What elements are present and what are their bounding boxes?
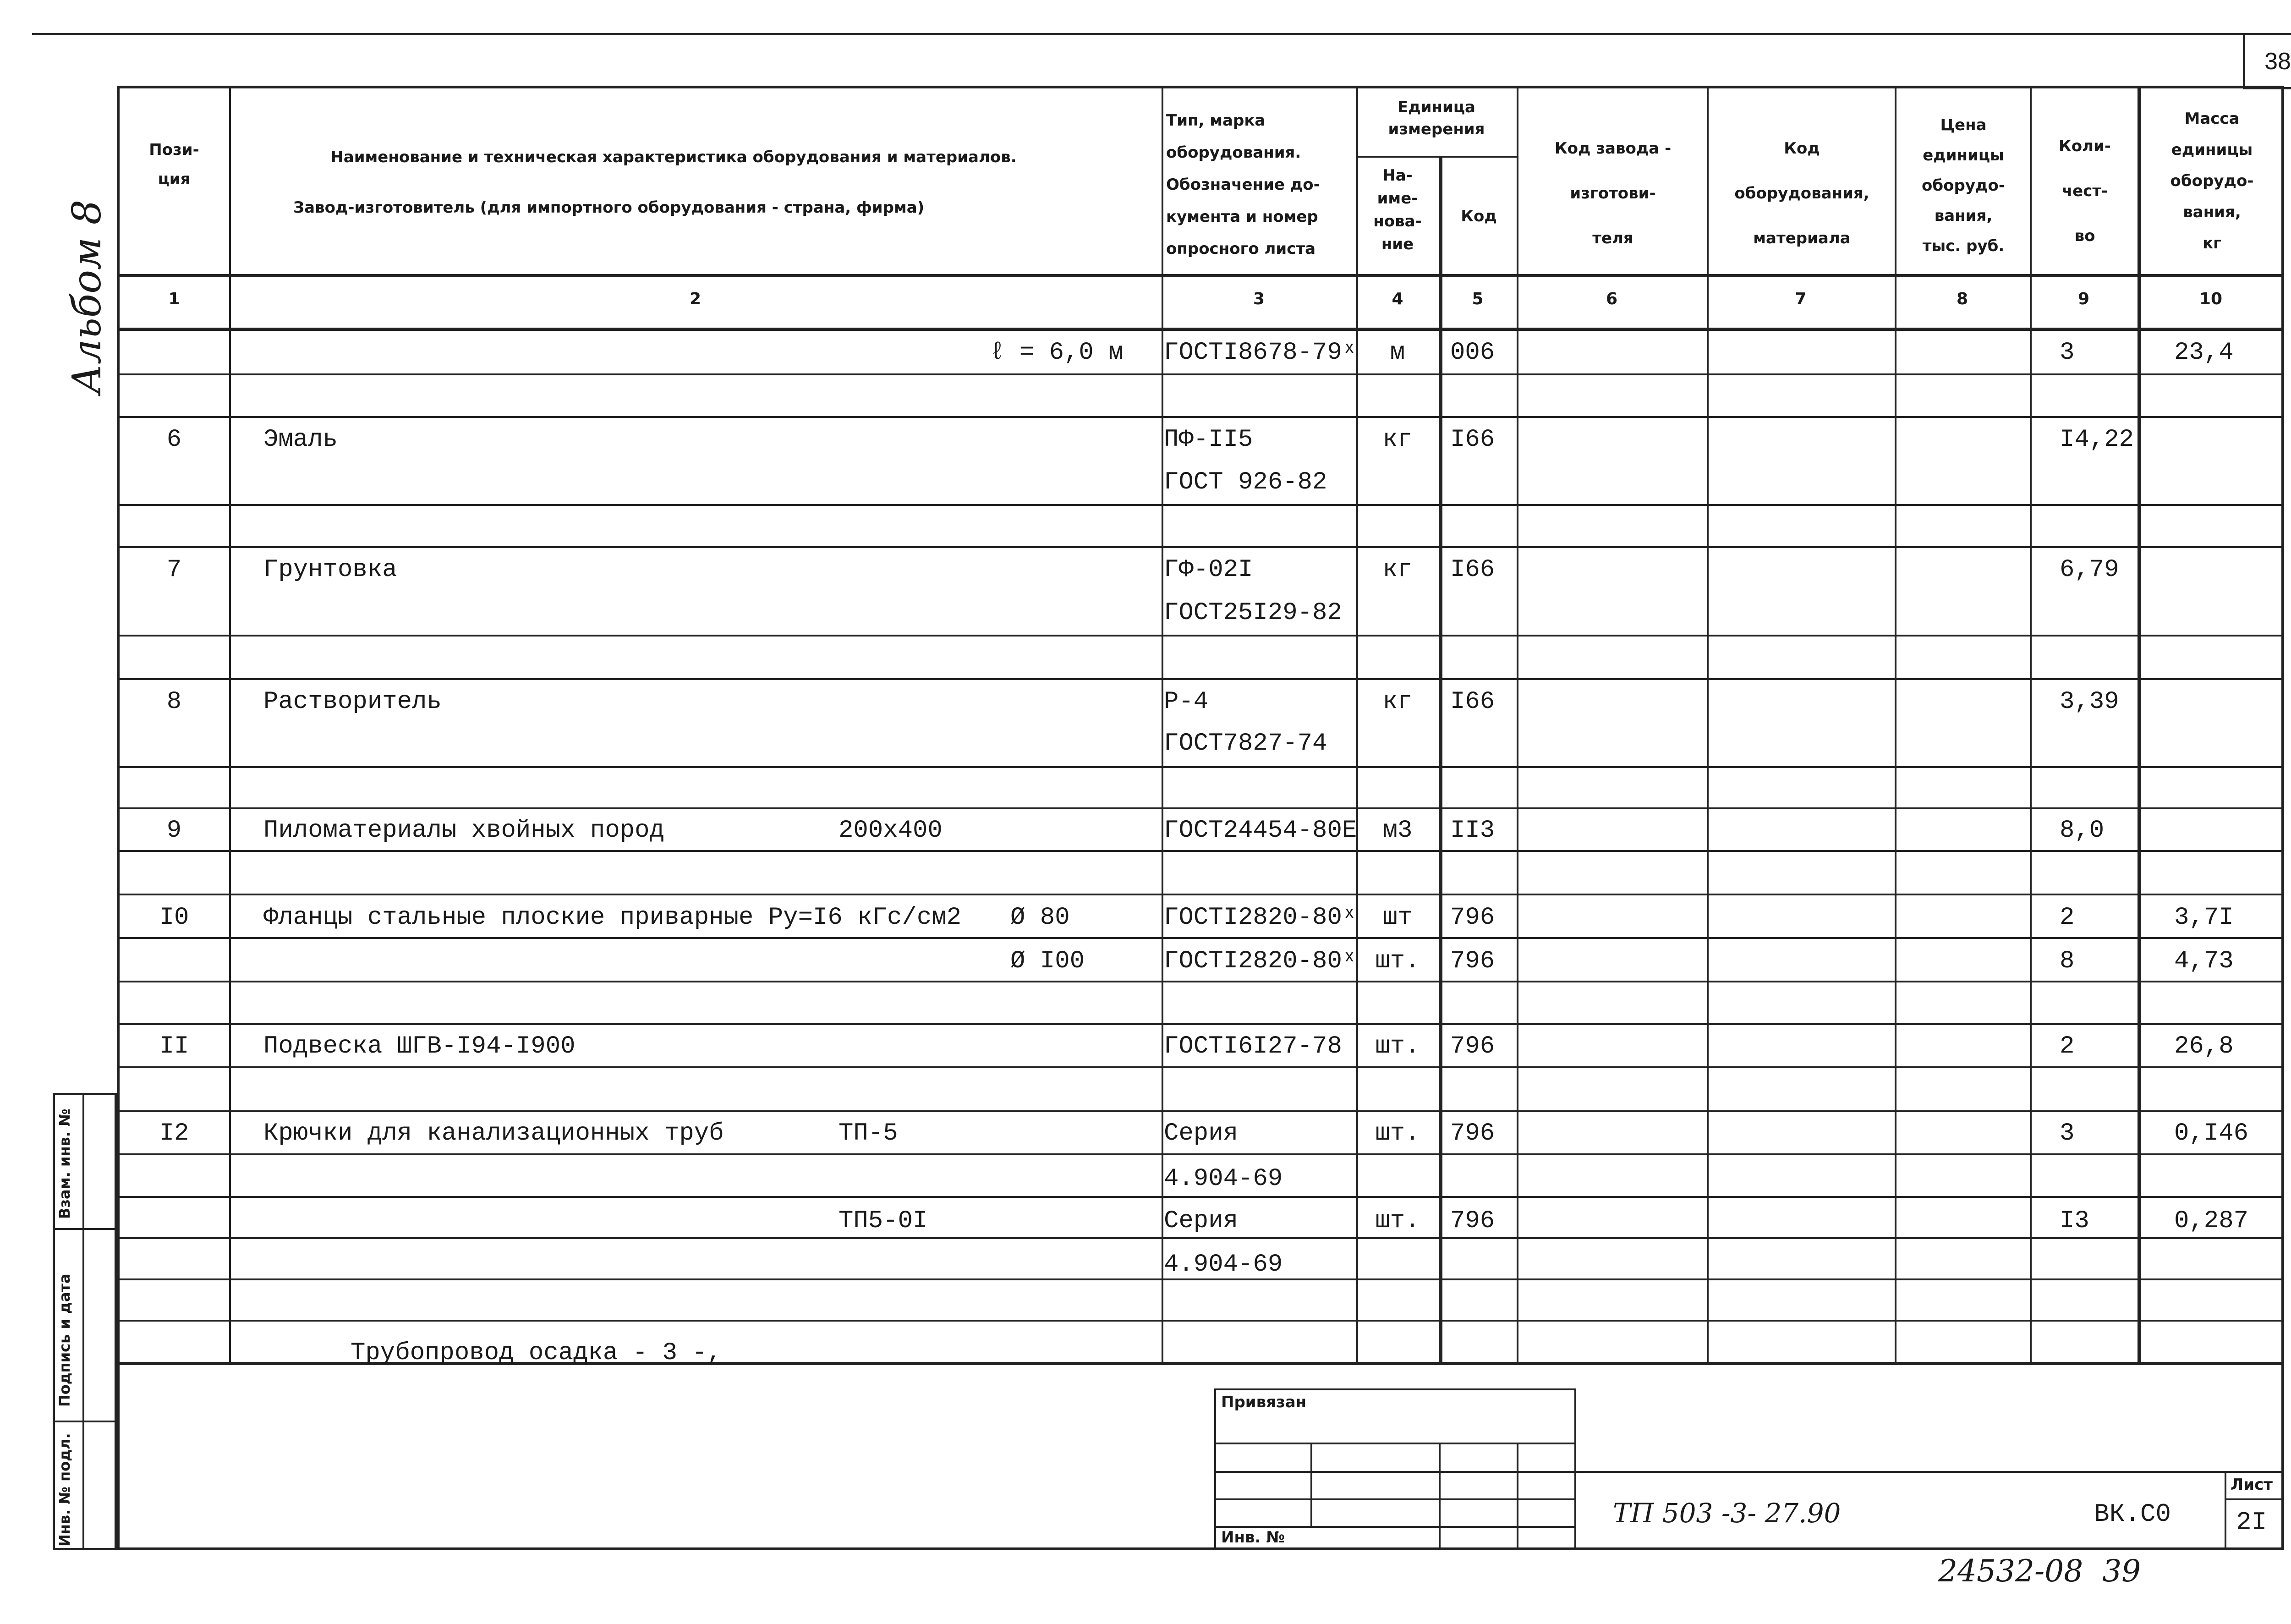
cell-extra: ТП-5: [839, 1119, 898, 1147]
row-separator: [117, 1066, 2284, 1068]
cell-quantity: 8,0: [2060, 817, 2105, 845]
row-separator: [117, 635, 2284, 636]
header-col9: Коли- чест- во: [2059, 137, 2111, 245]
cell-quantity: I3: [2060, 1207, 2089, 1235]
row-separator: [117, 373, 2284, 375]
top-rule: [32, 33, 2291, 35]
row-separator: [117, 937, 2284, 939]
cell-code: 796: [1450, 1119, 1495, 1147]
cell-extra: Ø 80: [1010, 904, 1070, 932]
header-col6: Код завода - изготови- теля: [1554, 139, 1672, 247]
header-col7: Код оборудования, материала: [1734, 139, 1869, 247]
cell-unit: м3: [1382, 817, 1413, 845]
row-separator: [117, 678, 2284, 680]
cell-position: II: [159, 1032, 189, 1060]
cell-name: Пиломатериалы хвойных пород: [263, 817, 664, 845]
header-bottom-rule: [117, 274, 2284, 277]
list-number: 2I: [2236, 1508, 2267, 1537]
colnum-10: 10: [2199, 290, 2223, 308]
header-unit: Единица измерения: [1388, 98, 1485, 138]
row-separator: [117, 504, 2284, 506]
row-separator: [117, 1023, 2284, 1025]
cell-type: ГОСТ25I29-82: [1164, 599, 1342, 627]
col-line: [1895, 86, 1896, 1362]
cell-type: ГОСТ7827-74: [1164, 730, 1327, 757]
stamp-line: [1214, 1498, 1576, 1500]
cell-type: 4.904-69: [1164, 1251, 1283, 1278]
cell-unit: шт.: [1375, 947, 1420, 975]
cell-name: Растворитель: [263, 688, 442, 716]
title-block-top: [1576, 1471, 2284, 1473]
cell-unit: шт.: [1375, 1032, 1420, 1060]
cell-quantity: 2: [2060, 1032, 2075, 1060]
cell-name: Эмаль: [263, 426, 338, 454]
colnum-1: 1: [168, 290, 180, 308]
bottom-note: 24532-08 39: [1938, 1553, 2141, 1589]
cell-unit: кг: [1382, 688, 1413, 716]
col-line: [1356, 86, 1358, 1362]
side-stamp-divider: [53, 1421, 117, 1422]
cell-mass: 0,287: [2174, 1207, 2249, 1235]
colnum-bottom-rule: [117, 328, 2284, 331]
cell-mass: 4,73: [2174, 947, 2234, 975]
colnum-7: 7: [1795, 290, 1807, 308]
row-separator: [117, 1237, 2284, 1239]
stamp-line: [1310, 1443, 1312, 1526]
cell-name: Трубопровод осадка - 3 -,: [351, 1339, 722, 1367]
cell-unit: шт.: [1375, 1119, 1420, 1147]
colnum-8: 8: [1956, 290, 1968, 308]
cell-name: Крючки для канализационных труб: [263, 1119, 724, 1147]
cell-position: 7: [166, 556, 182, 584]
list-label: Лист: [2231, 1476, 2273, 1494]
col-line: [1439, 156, 1442, 1363]
album-label: Альбом 8: [64, 199, 110, 394]
cell-mass: 0,I46: [2174, 1119, 2249, 1147]
cell-quantity: 2: [2060, 904, 2075, 932]
sheet-code: ВК.С0: [2094, 1499, 2171, 1529]
cell-name: Подвеска ШГВ-I94-I900: [263, 1032, 575, 1060]
page-number: 38: [2264, 48, 2291, 75]
side-stamp-divider: [53, 1228, 117, 1230]
col-line: [1162, 86, 1163, 1362]
cell-code: I66: [1450, 426, 1495, 454]
cell-code: 006: [1450, 339, 1495, 367]
row-separator: [117, 807, 2284, 809]
stamp-line: [1517, 1443, 1518, 1550]
colnum-3: 3: [1253, 290, 1265, 308]
doc-code: ТП 503 -3- 27.90: [1613, 1498, 1841, 1529]
cell-type: ГОСТI8678-79ˣ: [1164, 339, 1357, 367]
cell-mass: 23,4: [2174, 339, 2234, 367]
row-separator: [117, 1153, 2284, 1155]
cell-position: I0: [159, 904, 189, 932]
cell-unit: кг: [1382, 426, 1413, 454]
stamp-line: [1439, 1443, 1441, 1550]
cell-unit: м: [1390, 339, 1405, 367]
row-separator: [117, 1278, 2284, 1280]
stamp-line: [1214, 1526, 1576, 1528]
cell-unit: кг: [1382, 556, 1413, 584]
side-stamp-divider: [82, 1093, 84, 1550]
cell-position: 8: [166, 688, 182, 716]
cell-unit: шт.: [1375, 1207, 1420, 1235]
cell-quantity: 3: [2060, 339, 2075, 367]
stamp-line: [1214, 1443, 1576, 1444]
cell-code: 796: [1450, 904, 1495, 932]
row-separator: [117, 1110, 2284, 1112]
header-col5: Код: [1461, 207, 1497, 225]
row-separator: [117, 850, 2284, 852]
side-label-vzam: Взам. инв. №: [56, 1108, 73, 1219]
cell-type: Серия: [1164, 1119, 1239, 1147]
cell-type: ГОСТI6I27-78: [1164, 1032, 1342, 1060]
cell-name: Фланцы стальные плоские приварные Ру=I6 кГс/см2: [263, 904, 962, 932]
cell-type: Серия: [1164, 1207, 1239, 1235]
cell-type: 4.904-69: [1164, 1165, 1283, 1193]
col-line: [1707, 86, 1709, 1362]
header-col8: Цена единицы оборудо- вания, тыс. руб.: [1922, 116, 2005, 255]
inv-no-label: Инв. №: [1221, 1528, 1285, 1547]
header-col1: Пози- ция: [149, 141, 199, 188]
cell-extra: Ø I00: [1010, 947, 1085, 975]
row-separator: [117, 416, 2284, 418]
cell-type: ГОСТI2820-80ˣ: [1164, 947, 1357, 975]
row-separator: [117, 894, 2284, 895]
cell-type: ГФ-02I: [1164, 556, 1253, 584]
cell-quantity: 8: [2060, 947, 2075, 975]
privyazan-label: Привязан: [1221, 1393, 1307, 1411]
row-separator: [117, 1320, 2284, 1322]
cell-position: 9: [166, 817, 182, 845]
list-box-left: [2225, 1471, 2226, 1550]
cell-quantity: 3: [2060, 1119, 2075, 1147]
unit-header-split: [1356, 156, 1517, 158]
cell-quantity: 6,79: [2060, 556, 2119, 584]
col-line: [229, 86, 231, 1362]
colnum-9: 9: [2077, 290, 2090, 308]
col-line: [1517, 86, 1518, 1362]
row-separator: [117, 546, 2284, 548]
cell-mass: 3,7I: [2174, 904, 2234, 932]
header-col3: Тип, марка оборудования. Обозначение до- кумента и номер опросного листа: [1166, 111, 1320, 258]
cell-name: Грунтовка: [263, 556, 397, 584]
cell-code: I66: [1450, 556, 1495, 584]
cell-position: I2: [159, 1119, 189, 1147]
header-col4: На- име- нова- ние: [1373, 166, 1422, 253]
cell-code: 796: [1450, 1032, 1495, 1060]
side-label-podpis: Подпись и дата: [56, 1273, 73, 1407]
row-separator: [117, 981, 2284, 982]
colnum-2: 2: [689, 290, 702, 308]
colnum-4: 4: [1392, 290, 1403, 308]
cell-extra: ℓ = 6,0 м: [990, 339, 1124, 367]
list-box-divider: [2225, 1498, 2284, 1500]
row-separator: [117, 1196, 2284, 1198]
colnum-6: 6: [1606, 290, 1618, 308]
cell-code: 796: [1450, 1207, 1495, 1235]
cell-unit: шт: [1382, 904, 1413, 932]
cell-position: 6: [166, 426, 182, 454]
col-line: [2138, 86, 2141, 1362]
cell-code: II3: [1450, 817, 1495, 845]
cell-code: I66: [1450, 688, 1495, 716]
cell-extra: ТП5-0I: [839, 1207, 928, 1235]
colnum-5: 5: [1472, 290, 1484, 308]
cell-code: 796: [1450, 947, 1495, 975]
cell-quantity: 3,39: [2060, 688, 2119, 716]
cell-type: ГОСТ24454-80Е: [1164, 817, 1357, 845]
header-col10: Масса единицы оборудо- вания, кг: [2170, 110, 2254, 252]
cell-extra: 200x400: [839, 817, 943, 845]
cell-mass: 26,8: [2174, 1032, 2234, 1060]
stamp-line: [1214, 1471, 1576, 1473]
cell-type: Р-4: [1164, 688, 1209, 716]
side-label-inv: Инв. № подл.: [56, 1433, 73, 1547]
cell-quantity: I4,22: [2060, 426, 2134, 454]
cell-type: ГОСТI2820-80ˣ: [1164, 904, 1357, 932]
header-col2: Наименование и техническая характеристика оборудования и материалов. Завод-изготовитель (для импортного оборудования - страна, фирма): [293, 148, 1017, 217]
col-line: [2030, 86, 2032, 1362]
cell-type: ПФ-II5: [1164, 426, 1253, 454]
cell-type: ГОСТ 926-82: [1164, 468, 1327, 496]
row-separator: [117, 766, 2284, 768]
